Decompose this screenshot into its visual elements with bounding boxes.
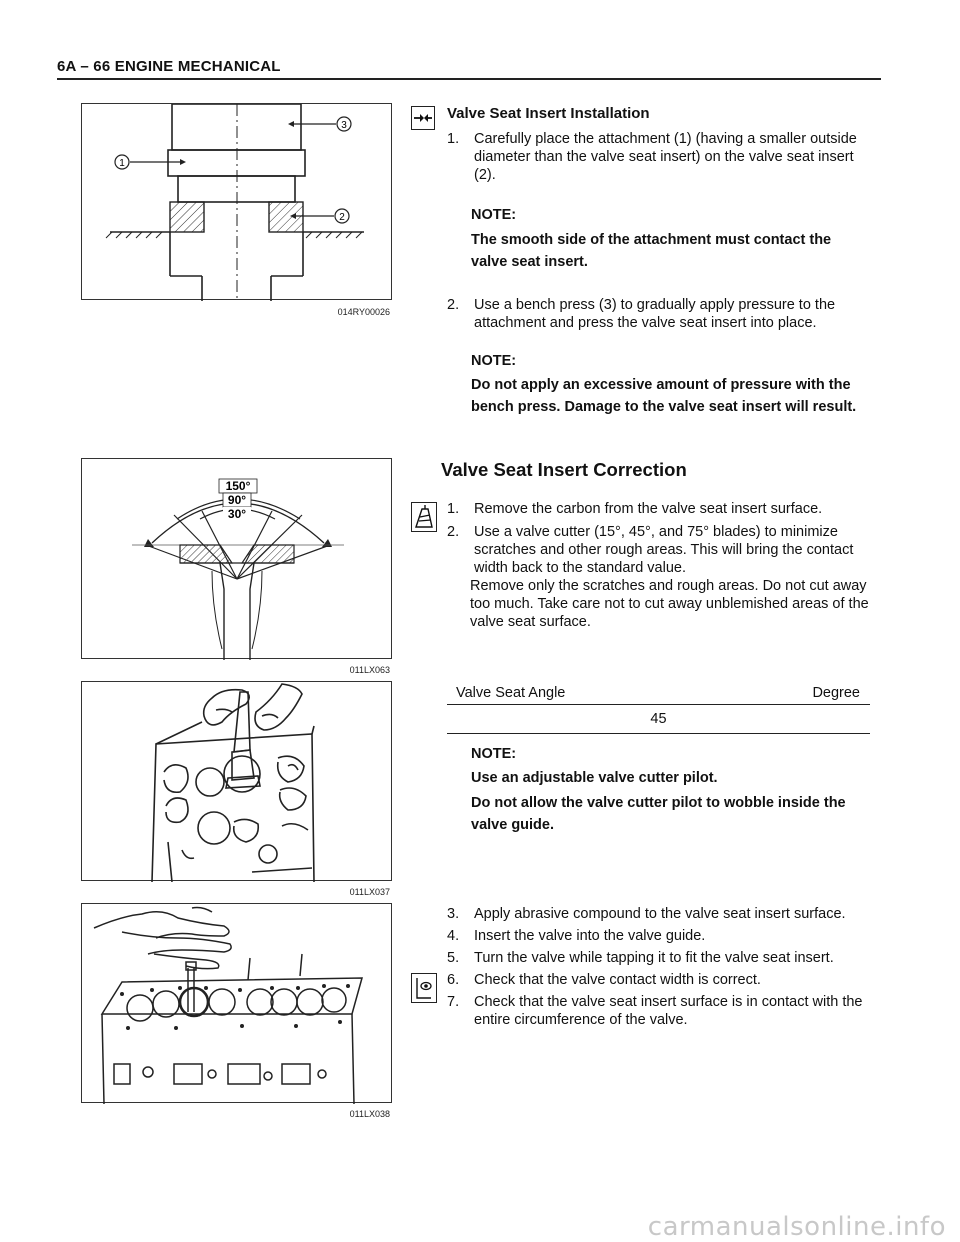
figure-valve-cutter — [81, 681, 392, 881]
section-installation-title: Valve Seat Insert Installation — [447, 105, 650, 122]
list-item: 1. Remove the carbon from the valve seat insert surface. — [447, 501, 823, 517]
table-header-rule — [447, 704, 870, 705]
watermark: carmanualsonline.info — [647, 1212, 946, 1242]
note-text: Do not allow the valve cutter pilot to wobble inside the valve guide. — [471, 795, 846, 833]
correction-caution-text: Remove only the scratches and rough areas. Do not cut away too much. Take care not to cut away unblemished areas of the valve seat surface. — [470, 578, 869, 630]
installation-diagram — [82, 104, 393, 301]
table-header-degree: Degree — [812, 685, 860, 701]
list-item: 3. Apply abrasive compound to the valve seat insert surface. — [447, 906, 846, 922]
callout-1: 1 — [119, 158, 125, 169]
list-item: 2. Use a bench press (3) to gradually apply pressure to the attachment and press the valve seat insert into place. — [447, 297, 836, 331]
note-label: NOTE: — [471, 353, 517, 369]
list-item: 6. Check that the valve contact width is correct. — [447, 972, 761, 988]
header-rule — [57, 78, 881, 80]
lapping-diagram — [82, 904, 393, 1104]
figure-seat-angles — [81, 458, 392, 659]
cutter-icon — [411, 502, 437, 532]
angle-label-150: 150° — [225, 479, 251, 493]
list-item: 4. Insert the valve into the valve guide. — [447, 928, 706, 944]
figure-caption: 011LX063 — [349, 665, 390, 675]
page-header: 6A – 66 ENGINE MECHANICAL — [57, 58, 281, 75]
note-label: NOTE: — [471, 207, 517, 223]
figure-caption: 011LX037 — [349, 887, 390, 897]
cutter-diagram — [82, 682, 393, 882]
table-bottom-rule — [447, 733, 870, 734]
callout-3: 3 — [341, 120, 347, 131]
figure-installation — [81, 103, 392, 300]
list-item: 7. Check that the valve seat insert surface is in contact with the entire circumference of the valve. — [447, 994, 863, 1028]
angle-label-30: 30° — [227, 507, 247, 521]
note-text: Do not apply an excessive amount of pressure with the bench press. Damage to the valve seat insert will result. — [471, 377, 857, 415]
note-label: NOTE: — [471, 746, 517, 762]
figure-valve-lapping — [81, 903, 392, 1103]
table-value: 45 — [650, 711, 667, 727]
note-text: Use an adjustable valve cutter pilot. — [471, 770, 718, 786]
table-header-angle: Valve Seat Angle — [456, 685, 566, 701]
install-icon — [411, 106, 435, 130]
list-item: 2. Use a valve cutter (15°, 45°, and 75° blades) to minimize scratches and other rough areas. This will bring the contact width back to the standard value. — [447, 524, 854, 576]
callout-2: 2 — [339, 212, 345, 223]
figure-caption: 014RY00026 — [337, 307, 390, 317]
section-correction-title: Valve Seat Insert Correction — [441, 459, 687, 480]
figure-caption: 011LX038 — [349, 1109, 390, 1119]
note-text: The smooth side of the attachment must contact the valve seat insert. — [471, 232, 832, 270]
angle-diagram — [82, 459, 393, 660]
list-item: 5. Turn the valve while tapping it to fit the valve seat insert. — [447, 950, 834, 966]
list-item: 1. Carefully place the attachment (1) (having a smaller outside diameter than the valve seat insert) on the valve seat insert (2). — [447, 131, 857, 183]
inspect-icon — [411, 973, 437, 1003]
angle-label-90: 90° — [227, 493, 247, 507]
